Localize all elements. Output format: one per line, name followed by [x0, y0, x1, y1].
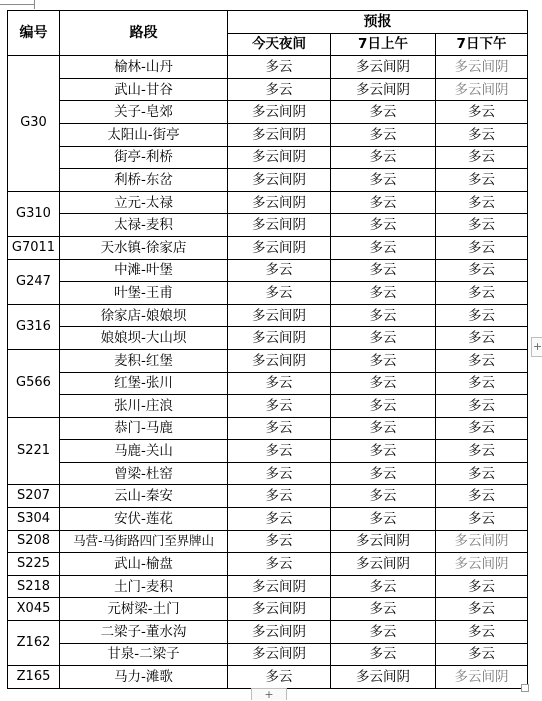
morning-forecast-cell: 多云 — [331, 598, 436, 621]
road-code-cell: S225 — [8, 553, 60, 576]
route-cell: 街亭-利桥 — [60, 146, 228, 169]
afternoon-forecast-cell: 多云间阴 — [436, 553, 528, 576]
tonight-forecast-cell: 多云 — [228, 372, 331, 395]
route-cell: 太禄-麦积 — [60, 214, 228, 237]
tonight-forecast-cell: 多云间阴 — [228, 621, 331, 644]
tonight-forecast-cell: 多云间阴 — [228, 191, 331, 214]
add-column-button[interactable]: + — [531, 337, 542, 357]
table-row — [8, 485, 528, 508]
tonight-forecast-cell: 多云 — [228, 282, 331, 305]
afternoon-forecast-cell: 多云间阴 — [436, 56, 528, 79]
table-row — [8, 327, 528, 350]
morning-forecast-cell: 多云 — [331, 575, 436, 598]
afternoon-forecast-cell: 多云 — [436, 282, 528, 305]
header-code: 编号 — [8, 11, 60, 56]
route-cell: 关子-皂郊 — [60, 101, 228, 124]
table-row — [8, 78, 528, 101]
table-row — [8, 349, 528, 372]
afternoon-forecast-cell: 多云 — [436, 643, 528, 666]
morning-forecast-cell: 多云间阴 — [331, 553, 436, 576]
route-cell: 叶堡-王甫 — [60, 282, 228, 305]
route-cell: 恭门-马鹿 — [60, 417, 228, 440]
tonight-forecast-cell: 多云 — [228, 462, 331, 485]
morning-forecast-cell: 多云 — [331, 123, 436, 146]
road-code-cell: S304 — [8, 508, 60, 531]
tonight-forecast-cell: 多云 — [228, 440, 331, 463]
tonight-forecast-cell: 多云 — [228, 485, 331, 508]
route-cell: 马营-马街路四门至界牌山 — [60, 530, 228, 553]
table-row — [8, 101, 528, 124]
morning-forecast-cell: 多云 — [331, 259, 436, 282]
tonight-forecast-cell: 多云 — [228, 417, 331, 440]
road-code-cell: Z162 — [8, 621, 60, 666]
table-row — [8, 530, 528, 553]
tonight-forecast-cell: 多云 — [228, 395, 331, 418]
road-code-cell: G30 — [8, 56, 60, 192]
table-row — [8, 395, 528, 418]
afternoon-forecast-cell: 多云 — [436, 259, 528, 282]
table-row — [8, 56, 528, 79]
afternoon-forecast-cell: 多云 — [436, 575, 528, 598]
table-row — [8, 598, 528, 621]
route-cell: 麦积-红堡 — [60, 349, 228, 372]
afternoon-forecast-cell: 多云 — [436, 417, 528, 440]
cursor-guide-line — [0, 4, 34, 5]
tonight-forecast-cell: 多云 — [228, 78, 331, 101]
tonight-forecast-cell: 多云间阴 — [228, 123, 331, 146]
table-row — [8, 282, 528, 305]
tonight-forecast-cell: 多云间阴 — [228, 598, 331, 621]
tonight-forecast-cell: 多云 — [228, 666, 331, 689]
morning-forecast-cell: 多云 — [331, 214, 436, 237]
tonight-forecast-cell: 多云 — [228, 553, 331, 576]
afternoon-forecast-cell: 多云 — [436, 327, 528, 350]
route-cell: 甘泉-二梁子 — [60, 643, 228, 666]
table-row — [8, 643, 528, 666]
morning-forecast-cell: 多云间阴 — [331, 666, 436, 689]
table-row — [8, 575, 528, 598]
morning-forecast-cell: 多云 — [331, 462, 436, 485]
route-cell: 榆林-山丹 — [60, 56, 228, 79]
forecast-body — [8, 56, 528, 689]
route-cell: 云山-秦安 — [60, 485, 228, 508]
cursor-guide-tick — [34, 0, 35, 9]
route-cell: 天水镇-徐家店 — [60, 236, 228, 259]
header-row-top — [8, 11, 528, 34]
table-row — [8, 146, 528, 169]
table-row — [8, 372, 528, 395]
morning-forecast-cell: 多云 — [331, 169, 436, 192]
afternoon-forecast-cell: 多云 — [436, 123, 528, 146]
tonight-forecast-cell: 多云间阴 — [228, 236, 331, 259]
afternoon-forecast-cell: 多云 — [436, 462, 528, 485]
route-cell: 二梁子-董水沟 — [60, 621, 228, 644]
route-cell: 利桥-东岔 — [60, 169, 228, 192]
afternoon-forecast-cell: 多云间阴 — [436, 78, 528, 101]
road-code-cell: G316 — [8, 304, 60, 349]
afternoon-forecast-cell: 多云 — [436, 508, 528, 531]
morning-forecast-cell: 多云间阴 — [331, 530, 436, 553]
header-forecast: 预报 — [228, 11, 528, 34]
morning-forecast-cell: 多云 — [331, 236, 436, 259]
afternoon-forecast-cell: 多云 — [436, 214, 528, 237]
table-row — [8, 214, 528, 237]
road-code-cell: S208 — [8, 530, 60, 553]
morning-forecast-cell: 多云 — [331, 191, 436, 214]
afternoon-forecast-cell: 多云 — [436, 304, 528, 327]
tonight-forecast-cell: 多云间阴 — [228, 304, 331, 327]
afternoon-forecast-cell: 多云 — [436, 236, 528, 259]
afternoon-forecast-cell: 多云 — [436, 440, 528, 463]
tonight-forecast-cell: 多云 — [228, 508, 331, 531]
tonight-forecast-cell: 多云间阴 — [228, 169, 331, 192]
tonight-forecast-cell: 多云间阴 — [228, 101, 331, 124]
road-code-cell: X045 — [8, 598, 60, 621]
afternoon-forecast-cell: 多云 — [436, 191, 528, 214]
road-code-cell: S207 — [8, 485, 60, 508]
morning-forecast-cell: 多云 — [331, 621, 436, 644]
route-cell: 马力-滩歌 — [60, 666, 228, 689]
morning-forecast-cell: 多云 — [331, 304, 436, 327]
route-cell: 元树梁-土门 — [60, 598, 228, 621]
road-code-cell: G310 — [8, 191, 60, 236]
morning-forecast-cell: 多云 — [331, 508, 436, 531]
tonight-forecast-cell: 多云 — [228, 530, 331, 553]
afternoon-forecast-cell: 多云 — [436, 621, 528, 644]
morning-forecast-cell: 多云 — [331, 101, 436, 124]
morning-forecast-cell: 多云 — [331, 372, 436, 395]
table-row — [8, 169, 528, 192]
table-row — [8, 553, 528, 576]
road-code-cell: G566 — [8, 349, 60, 417]
afternoon-forecast-cell: 多云间阴 — [436, 666, 528, 689]
route-cell: 土门-麦积 — [60, 575, 228, 598]
morning-forecast-cell: 多云 — [331, 282, 436, 305]
route-cell: 曾梁-杜窑 — [60, 462, 228, 485]
tonight-forecast-cell: 多云间阴 — [228, 575, 331, 598]
table-row — [8, 462, 528, 485]
table-row — [8, 191, 528, 214]
route-cell: 中滩-叶堡 — [60, 259, 228, 282]
route-cell: 太阳山-街亭 — [60, 123, 228, 146]
tonight-forecast-cell: 多云间阴 — [228, 643, 331, 666]
tonight-forecast-cell: 多云间阴 — [228, 214, 331, 237]
morning-forecast-cell: 多云间阴 — [331, 78, 436, 101]
table-row — [8, 440, 528, 463]
table-row — [8, 621, 528, 644]
road-code-cell: S218 — [8, 575, 60, 598]
morning-forecast-cell: 多云 — [331, 417, 436, 440]
header-tonight: 今天夜间 — [228, 33, 331, 56]
afternoon-forecast-cell: 多云 — [436, 101, 528, 124]
morning-forecast-cell: 多云 — [331, 349, 436, 372]
road-code-cell: Z165 — [8, 666, 60, 689]
afternoon-forecast-cell: 多云 — [436, 372, 528, 395]
afternoon-forecast-cell: 多云 — [436, 395, 528, 418]
add-row-button[interactable]: + — [251, 688, 287, 700]
tonight-forecast-cell: 多云间阴 — [228, 327, 331, 350]
table-row — [8, 259, 528, 282]
route-cell: 武山-甘谷 — [60, 78, 228, 101]
road-code-cell: G247 — [8, 259, 60, 304]
tonight-forecast-cell: 多云 — [228, 259, 331, 282]
route-cell: 徐家店-娘娘坝 — [60, 304, 228, 327]
afternoon-forecast-cell: 多云间阴 — [436, 530, 528, 553]
afternoon-forecast-cell: 多云 — [436, 169, 528, 192]
morning-forecast-cell: 多云 — [331, 485, 436, 508]
table-row — [8, 508, 528, 531]
table-row — [8, 666, 528, 689]
table-row — [8, 304, 528, 327]
afternoon-forecast-cell: 多云 — [436, 146, 528, 169]
forecast-table — [7, 10, 528, 689]
road-code-cell: S221 — [8, 417, 60, 485]
table-resize-handle[interactable] — [521, 684, 529, 692]
header-afternoon: 7日下午 — [436, 33, 528, 56]
morning-forecast-cell: 多云 — [331, 643, 436, 666]
table-row — [8, 417, 528, 440]
afternoon-forecast-cell: 多云 — [436, 598, 528, 621]
tonight-forecast-cell: 多云 — [228, 56, 331, 79]
road-code-cell: G7011 — [8, 236, 60, 259]
route-cell: 张川-庄浪 — [60, 395, 228, 418]
route-cell: 马鹿-关山 — [60, 440, 228, 463]
morning-forecast-cell: 多云 — [331, 146, 436, 169]
route-cell: 红堡-张川 — [60, 372, 228, 395]
morning-forecast-cell: 多云 — [331, 395, 436, 418]
tonight-forecast-cell: 多云间阴 — [228, 349, 331, 372]
morning-forecast-cell: 多云 — [331, 440, 436, 463]
route-cell: 安伏-莲花 — [60, 508, 228, 531]
afternoon-forecast-cell: 多云 — [436, 349, 528, 372]
route-cell: 武山-榆盘 — [60, 553, 228, 576]
header-route: 路段 — [60, 11, 228, 56]
header-morning: 7日上午 — [331, 33, 436, 56]
morning-forecast-cell: 多云间阴 — [331, 56, 436, 79]
route-cell: 娘娘坝-大山坝 — [60, 327, 228, 350]
table-row — [8, 123, 528, 146]
tonight-forecast-cell: 多云间阴 — [228, 146, 331, 169]
morning-forecast-cell: 多云 — [331, 327, 436, 350]
afternoon-forecast-cell: 多云 — [436, 485, 528, 508]
table-row — [8, 236, 528, 259]
route-cell: 立元-太禄 — [60, 191, 228, 214]
